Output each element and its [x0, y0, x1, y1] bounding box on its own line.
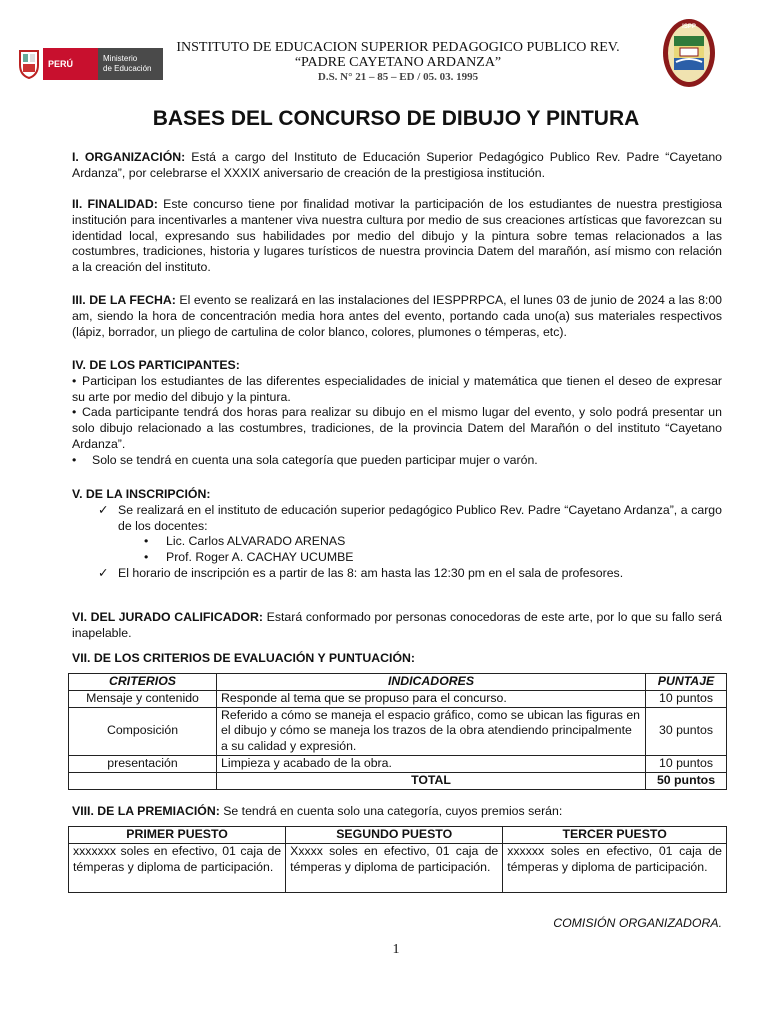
check-icon: ✓ — [98, 502, 109, 517]
indicador-cell: Referido a cómo se maneja el espacio gráfico, como se ubican las figuras en el dibujo y cómo se maneja los trazos de la obra atendiendo principalmente a su calidad y expresión. — [217, 707, 646, 755]
column-header: INDICADORES — [217, 674, 646, 691]
section-inscripcion — [72, 487, 722, 582]
indicador-cell: Limpieza y acabado de la obra. — [217, 755, 646, 772]
section-label: VI. DEL JURADO CALIFICADOR: — [72, 610, 264, 624]
column-header: PRIMER PUESTO — [69, 827, 286, 844]
criterio-cell: Mensaje y contenido — [69, 690, 217, 707]
check-icon: ✓ — [98, 565, 109, 580]
column-header: CRITERIOS — [69, 674, 217, 691]
list-item: ✓ El horario de inscripción es a partir de las 8: am hasta las 12:30 pm en el sala de profesores. — [98, 565, 624, 580]
table-total-row — [69, 772, 727, 789]
list-item: • Lic. Carlos ALVARADO ARENAS — [144, 534, 346, 549]
ministry-name-line2: de Educación — [103, 64, 152, 73]
section-label: I. ORGANIZACIÓN: — [72, 150, 186, 164]
signature: COMISIÓN ORGANIZADORA. — [553, 916, 722, 930]
criteria-table — [68, 673, 727, 790]
column-header: TERCER PUESTO — [503, 827, 727, 844]
criterio-cell: Composición — [69, 707, 217, 755]
ministry-name-line1: Ministerio — [103, 54, 138, 63]
peru-shield-icon — [18, 47, 40, 79]
page-title: BASES DEL CONCURSO DE DIBUJO Y PINTURA — [152, 107, 640, 130]
table-header-row — [69, 674, 727, 691]
list-item: ✓ Se realizará en el instituto de educación superior pedagógico Publico Rev. Padre “Cayetano Ardanza”, a cargo de los docentes: — [98, 502, 722, 533]
institute-header — [168, 40, 628, 85]
crest-text: ISPP — [682, 24, 696, 30]
brand-peru: PERÚ — [43, 48, 98, 80]
section-fecha — [72, 293, 722, 340]
table-header-row — [69, 827, 727, 844]
section-label: V. DE LA INSCRIPCIÓN: — [72, 487, 211, 501]
section-label: VIII. DE LA PREMIACIÓN: — [72, 804, 220, 818]
total-label: TOTAL — [217, 772, 646, 789]
table-row — [69, 843, 727, 892]
list-item: • Participan los estudiantes de las diferentes especialidades de inicial y matemática que tienen el deseo de expresar su arte por medio del dibujo y la pintura. — [72, 373, 722, 404]
prizes-table — [68, 826, 727, 893]
table-row — [69, 690, 727, 707]
section-label: IV. DE LOS PARTICIPANTES: — [72, 358, 240, 372]
list-item: • Solo se tendrá en cuenta una sola categoría que pueden participar mujer o varón. — [72, 452, 538, 467]
list-item: • Prof. Roger A. CACHAY UCUMBE — [144, 550, 354, 565]
institute-line2: “PADRE CAYETANO ARDANZA” — [294, 55, 502, 70]
list-item: • Cada participante tendrá dos horas para realizar su dibujo en el mismo lugar del evento, y solo podrá presentar un solo dibujo relacionado a las costumbres, tradiciones, de la provincia Datem del Marañón o del instituto “Cayetano Ardanza”. — [72, 405, 722, 451]
section-text: El evento se realizará en las instalaciones del IESPPRPCA, el lunes 03 de junio de 2024 a las 8:00 am, siendo la hora de concentración media hora antes del evento, portando cada uno(a) sus materiales respectivos (lápiz, borrador, un pliego de cartulina de color blanco, colores, plumones o témperas, etc). — [72, 293, 723, 339]
table-row — [69, 755, 727, 772]
column-header: SEGUNDO PUESTO — [286, 827, 503, 844]
section-organizacion — [72, 150, 722, 182]
section-text: Este concurso tiene por finalidad motivar la participación de los estudiantes de nuestra prestigiosa institución para incentivarles a mantener viva nuestra cultura por medio de sus creaciones artísticas que favorezcan su identidad local, expresando sus habilidades por medio del dibujo y la pintura sobre temas relacionados a las costumbres, tradiciones, historia y lugares turísticos de nuestra provincia Datem del marañón, así mismo con relación a la creación del instituto. — [72, 197, 722, 275]
section-jurado — [72, 610, 722, 642]
table-row — [69, 707, 727, 755]
puntaje-cell: 30 puntos — [646, 707, 727, 755]
indicador-cell: Responde al tema que se propuso para el concurso. — [217, 690, 646, 707]
prize-cell: xxxxxx soles en efectivo, 01 caja de témperas y diploma de participación. — [503, 843, 727, 892]
section-text: Se tendrá en cuenta solo una categoría, cuyos premios serán: — [219, 804, 563, 818]
section-criterios — [72, 651, 722, 667]
section-label: VII. DE LOS CRITERIOS DE EVALUACIÓN Y PUNTUACIÓN: — [72, 651, 415, 665]
criterio-cell: presentación — [69, 755, 217, 772]
ministry-logo — [18, 45, 166, 83]
section-label: III. DE LA FECHA: — [72, 293, 176, 307]
section-finalidad — [72, 197, 722, 276]
section-participantes — [72, 358, 722, 469]
total-value: 50 puntos — [646, 772, 727, 789]
puntaje-cell: 10 puntos — [646, 755, 727, 772]
section-text: Estará conformado por personas conocedoras de este arte, por lo que su fallo será inapelable. — [72, 610, 722, 640]
section-premiacion — [72, 804, 722, 820]
institute-crest — [662, 18, 716, 88]
puntaje-cell: 10 puntos — [646, 690, 727, 707]
section-label: II. FINALIDAD: — [72, 197, 158, 211]
page-number: 1 — [392, 942, 400, 957]
prize-cell: xxxxxxx soles en efectivo, 01 caja de témperas y diploma de participación. — [69, 843, 286, 892]
column-header: PUNTAJE — [646, 674, 727, 691]
institute-line1: INSTITUTO DE EDUCACION SUPERIOR PEDAGOGICO PUBLICO REV. — [176, 40, 620, 55]
prize-cell: Xxxxx soles en efectivo, 01 caja de témperas y diploma de participación. — [286, 843, 503, 892]
decree: D.S. N° 21 – 85 – ED / 05. 03. 1995 — [317, 71, 479, 83]
section-text: Está a cargo del Instituto de Educación Superior Pedagógico Publico Rev. Padre “Cayetano Ardanza”, por celebrarse el XXXIX aniversario de creación de la prestigiosa institución. — [72, 150, 722, 180]
